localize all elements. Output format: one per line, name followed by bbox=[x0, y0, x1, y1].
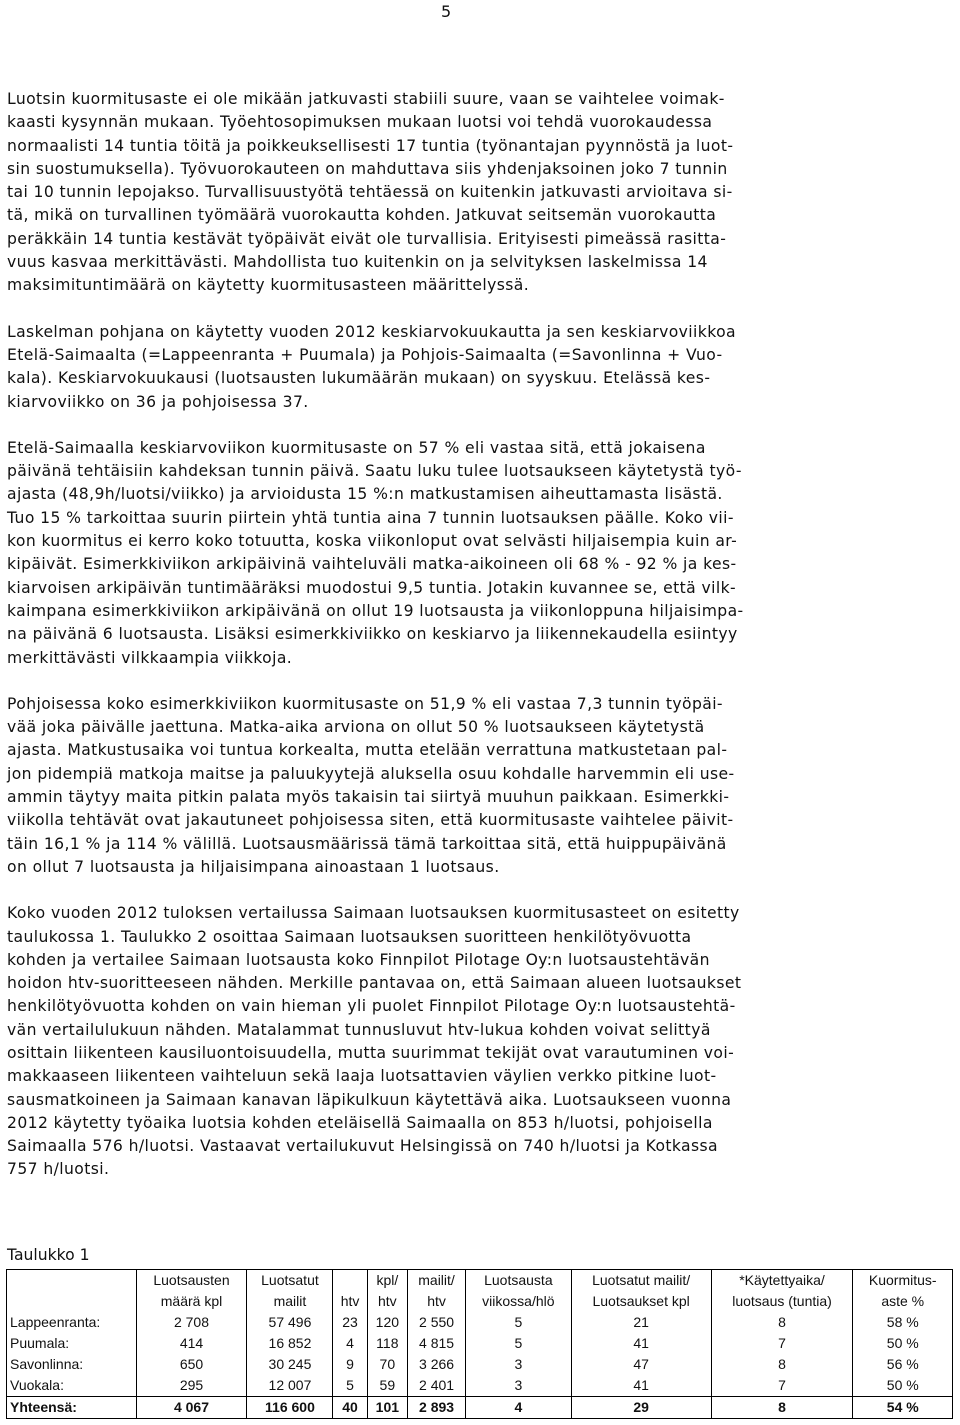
table-cell: Savonlinna: bbox=[7, 1354, 137, 1375]
text-line: ajasta. Matkustusaika voi tuntua korkealta, mutta etelään verrattuna matkustetaan pal- bbox=[7, 741, 728, 760]
table-cell: 59 bbox=[367, 1375, 407, 1397]
table-cell: 7 bbox=[711, 1333, 853, 1354]
table-cell bbox=[7, 1270, 137, 1292]
text-line: kipäivät. Esimerkkiviikon arkipäivinä vaihteluväli matka-aikoineen oli 68 % - 92 % ja kes- bbox=[7, 555, 737, 574]
table-cell: 23 bbox=[333, 1312, 367, 1333]
table-cell: 29 bbox=[571, 1397, 711, 1419]
table-cell: 4 bbox=[466, 1397, 572, 1419]
table-cell bbox=[333, 1270, 367, 1292]
table-cell: Vuokala: bbox=[7, 1375, 137, 1397]
text-line: kala). Keskiarvokuukausi (luotsausten lukumäärän mukaan) on syyskuu. Etelässä kes- bbox=[7, 369, 711, 388]
table-total-row bbox=[7, 1397, 953, 1419]
table-cell: 8 bbox=[711, 1312, 853, 1333]
table-row bbox=[7, 1354, 953, 1375]
table-cell: 116 600 bbox=[247, 1397, 333, 1419]
table-cell: 21 bbox=[571, 1312, 711, 1333]
table-cell: 3 bbox=[466, 1375, 572, 1397]
text-line: on ollut 7 luotsausta ja hiljaisimpana ainoastaan 1 luotsaus. bbox=[7, 857, 500, 876]
table-cell: mailit/ bbox=[408, 1270, 466, 1292]
table-row bbox=[7, 1312, 953, 1333]
text-line: tä, mikä on turvallinen työmäärä vuorokautta kohden. Jatkuvat seitsemän vuorokautta bbox=[7, 206, 717, 225]
table-row bbox=[7, 1333, 953, 1354]
text-line: osittain liikenteen kausiluontoisuudella, mutta suurimmat tekijät ovat varautuminen voi- bbox=[7, 1043, 735, 1062]
table-cell: mailit bbox=[247, 1291, 333, 1312]
text-line: jon pidempiä matkoja maitse ja paluukyytejä aluksella osuu kohdalle harvemmin eli use- bbox=[7, 764, 735, 783]
text-line: Koko vuoden 2012 tuloksen vertailussa Saimaan luotsauksen kuormitusasteet on esitetty bbox=[7, 904, 740, 923]
text-line: Etelä-Saimaalla keskiarvoviikon kuormitusaste on 57 % eli vastaa sitä, että jokaisena bbox=[7, 438, 706, 457]
text-line: vää joka päivälle jaettuna. Matka-aika arviona on ollut 50 % luotsaukseen käytetystä bbox=[7, 718, 705, 737]
table-cell: 8 bbox=[711, 1397, 853, 1419]
table-cell: 56 % bbox=[853, 1354, 953, 1375]
table-cell: 12 007 bbox=[247, 1375, 333, 1397]
paragraph bbox=[7, 88, 952, 298]
table-cell: 40 bbox=[333, 1397, 367, 1419]
table-cell: 5 bbox=[466, 1333, 572, 1354]
table-cell: 3 266 bbox=[408, 1354, 466, 1375]
table-cell: Yhteensä: bbox=[7, 1397, 137, 1419]
table-cell: 2 401 bbox=[408, 1375, 466, 1397]
text-line: peräkkäin 14 tuntia kestävät työpäivät eivät ole turvallisia. Erityisesti pimeässä rasitta- bbox=[7, 229, 727, 248]
text-line: päivänä tehtäisiin kahdeksan tunnin päivä. Saatu luku tulee luotsaukseen käytetystä työ- bbox=[7, 462, 742, 481]
text-line: merkittävästi vilkkaampia viikkoja. bbox=[7, 648, 293, 667]
text-line: Etelä-Saimaalta (=Lappeenranta + Puumala) ja Pohjois-Saimaalta (=Savonlinna + Vuo- bbox=[7, 345, 723, 364]
table-header-row bbox=[7, 1291, 953, 1312]
table-cell: 41 bbox=[571, 1333, 711, 1354]
table-cell: 2 550 bbox=[408, 1312, 466, 1333]
body-text bbox=[7, 88, 952, 1205]
text-line: taulukossa 1. Taulukko 2 osoittaa Saimaan luotsauksen suoritteen henkilötyövuotta bbox=[7, 927, 692, 946]
text-line: ajasta (48,9h/luotsi/viikko) ja arvioidusta 15 %:n matkustamisen aiheuttamasta lisästä. bbox=[7, 485, 723, 504]
table-cell bbox=[7, 1291, 137, 1312]
text-line: Tuo 15 % tarkoittaa suurin piirtein yhtä tuntia aina 7 tunnin luotsauksen päälle. Koko vii- bbox=[7, 508, 734, 527]
text-line: Saimaalla 576 h/luotsi. Vastaavat vertailukuvut Helsingissä on 740 h/luotsi ja Kotkassa bbox=[7, 1137, 719, 1156]
table-cell: Luotsatut bbox=[247, 1270, 333, 1292]
text-line: makkaaseen liikenteen vaihteluun sekä laaja luotsattavien väylien verkko pitkine luot- bbox=[7, 1067, 717, 1086]
text-line: kaasti kysynnän mukaan. Työehtosopimuksen mukaan luotsi voi tehdä vuorokaudessa bbox=[7, 113, 713, 132]
table-cell: 3 bbox=[466, 1354, 572, 1375]
table-cell: 295 bbox=[136, 1375, 247, 1397]
paragraph bbox=[7, 693, 952, 879]
text-line: kaimpana esimerkkiviikon arkipäivänä on ollut 19 luotsausta ja viikonloppuna hiljaisimpa- bbox=[7, 601, 744, 620]
table-cell: viikossa/hlö bbox=[466, 1291, 572, 1312]
text-line: na päivänä 6 luotsausta. Lisäksi esimerkkiviikko on keskiarvo ja liikennekaudella esiintyy bbox=[7, 625, 738, 644]
text-line: sin suostumuksella). Työvuorokauteen on mahduttava siis yhdenjaksoinen joko 7 tunnin bbox=[7, 159, 728, 178]
table-cell: Kuormitus- bbox=[853, 1270, 953, 1292]
text-line: vuus kasvaa merkittävästi. Mahdollista tuo kuitenkin on ja selvityksen laskelmissa 14 bbox=[7, 253, 708, 272]
table-cell: 16 852 bbox=[247, 1333, 333, 1354]
table-cell: 47 bbox=[571, 1354, 711, 1375]
table-cell: *Käytettyaika/ bbox=[711, 1270, 853, 1292]
table-cell: Luotsausta bbox=[466, 1270, 572, 1292]
table-cell: htv bbox=[367, 1291, 407, 1312]
text-line: kon kuormitus ei kerro koko totuutta, koska viikonloput ovat selvästi hiljaisempia kuin ar- bbox=[7, 532, 738, 551]
table-cell: 4 bbox=[333, 1333, 367, 1354]
text-line: Pohjoisessa koko esimerkkiviikon kuormitusaste on 51,9 % eli vastaa 7,3 tunnin työpäi- bbox=[7, 694, 723, 713]
table-cell: 50 % bbox=[853, 1333, 953, 1354]
table-cell: 58 % bbox=[853, 1312, 953, 1333]
table-cell: htv bbox=[333, 1291, 367, 1312]
table-cell: 70 bbox=[367, 1354, 407, 1375]
data-table bbox=[6, 1269, 953, 1419]
paragraph bbox=[7, 321, 952, 414]
table-cell: 2 893 bbox=[408, 1397, 466, 1419]
table-cell: 5 bbox=[333, 1375, 367, 1397]
text-line: kohden ja vertailee Saimaan luotsausta koko Finnpilot Pilotage Oy:n luotsaustehtävän bbox=[7, 950, 710, 969]
table-cell: 5 bbox=[466, 1312, 572, 1333]
table-cell: Puumala: bbox=[7, 1333, 137, 1354]
table-cell: Lappeenranta: bbox=[7, 1312, 137, 1333]
table-cell: luotsaus (tuntia) bbox=[711, 1291, 853, 1312]
table-cell: 54 % bbox=[853, 1397, 953, 1419]
table-cell: Luotsaukset kpl bbox=[571, 1291, 711, 1312]
table-cell: määrä kpl bbox=[136, 1291, 247, 1312]
table-cell: 101 bbox=[367, 1397, 407, 1419]
table-cell: 7 bbox=[711, 1375, 853, 1397]
paragraph bbox=[7, 437, 952, 670]
text-line: Luotsin kuormitusaste ei ole mikään jatkuvasti stabiili suure, vaan se vaihtelee voimak- bbox=[7, 90, 725, 108]
text-line: vän vertailulukuun nähden. Matalammat tunnusluvut htv-lukua kohden voivat selittyä bbox=[7, 1020, 711, 1039]
table-cell: 9 bbox=[333, 1354, 367, 1375]
table-cell: 2 708 bbox=[136, 1312, 247, 1333]
text-line: viikolla tehtävät ovat jakautuneet pohjoisessa siten, että kuormitusaste vaihtelee päivit- bbox=[7, 811, 734, 830]
table-cell: 57 496 bbox=[247, 1312, 333, 1333]
text-line: täin 16,1 % ja 114 % välillä. Luotsausmäärissä tämä tarkoittaa sitä, että huippupäivänä bbox=[7, 834, 727, 853]
paragraph bbox=[7, 902, 952, 1182]
table-cell: 41 bbox=[571, 1375, 711, 1397]
table-cell: 30 245 bbox=[247, 1354, 333, 1375]
text-line: sausmatkoineen ja Saimaan kanavan läpikulkuun käytettävä aika. Luotsaukseen vuonna bbox=[7, 1090, 732, 1109]
table-cell: 50 % bbox=[853, 1375, 953, 1397]
table-cell: Luotsatut mailit/ bbox=[571, 1270, 711, 1292]
text-line: hoidon htv-suoritteeseen nähden. Merkille pantavaa on, että Saimaan alueen luotsaukset bbox=[7, 974, 742, 993]
text-line: kiarvoviikko on 36 ja pohjoisessa 37. bbox=[7, 392, 309, 411]
table-cell: 4 067 bbox=[136, 1397, 247, 1419]
table-row bbox=[7, 1375, 953, 1397]
text-line: henkilötyövuotta kohden on vain hieman yli puolet Finnpilot Pilotage Oy:n luotsaustehtä- bbox=[7, 997, 736, 1016]
text-line: normaalisti 14 tuntia töitä ja poikkeuksellisesti 17 tuntia (työnantajan pyynnöstä ja luot- bbox=[7, 136, 734, 155]
page-number: 5 bbox=[441, 2, 452, 21]
table-header-row bbox=[7, 1270, 953, 1292]
table-cell: Luotsausten bbox=[136, 1270, 247, 1292]
table-cell: 650 bbox=[136, 1354, 247, 1375]
table-cell: 414 bbox=[136, 1333, 247, 1354]
text-line: 2012 käytetty työaika luotsia kohden eteläisellä Saimaalla on 853 h/luotsi, pohjoisella bbox=[7, 1113, 713, 1132]
text-line: kiarvoisen arkipäivän tuntimääräksi muodostui 9,5 tuntia. Jotakin kuvannee se, että vilk- bbox=[7, 578, 737, 597]
text-line: ammin täytyy maita pitkin palata myös takaisin tai siirtyä muuhun paikkaan. Esimerkki- bbox=[7, 788, 730, 807]
table-cell: htv bbox=[408, 1291, 466, 1312]
table-cell: 4 815 bbox=[408, 1333, 466, 1354]
table-cell: 118 bbox=[367, 1333, 407, 1354]
table-cell: 120 bbox=[367, 1312, 407, 1333]
table-cell: 8 bbox=[711, 1354, 853, 1375]
text-line: 757 h/luotsi. bbox=[7, 1160, 110, 1179]
text-line: Laskelman pohjana on käytetty vuoden 2012 keskiarvokuukautta ja sen keskiarvoviikkoa bbox=[7, 322, 736, 341]
table-cell: aste % bbox=[853, 1291, 953, 1312]
text-line: tai 10 tunnin lepojakso. Turvallisuustyötä tehtäessä on kuitenkin jatkuvasti arvioitava si- bbox=[7, 183, 733, 202]
text-line: maksimituntimäärä on käytetty kuormitusasteen määrittelyssä. bbox=[7, 276, 530, 295]
table-cell: kpl/ bbox=[367, 1270, 407, 1292]
table-caption: Taulukko 1 bbox=[7, 1246, 90, 1264]
